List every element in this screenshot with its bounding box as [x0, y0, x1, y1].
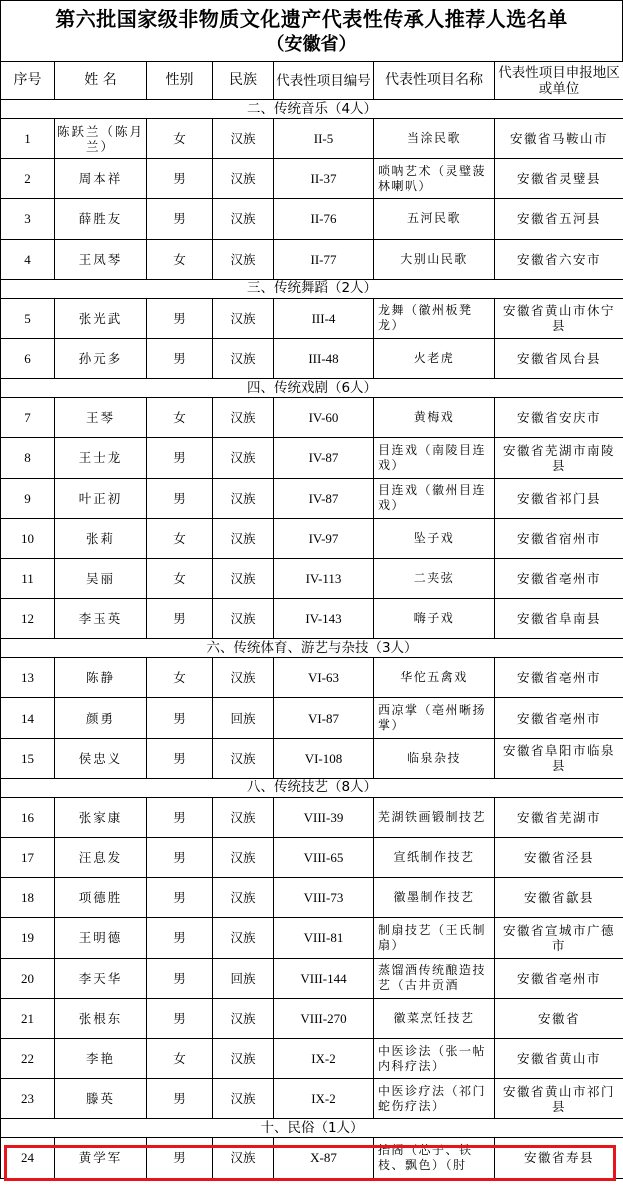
cell-project: 中医诊法（张一帖内科疗法）	[374, 1038, 495, 1078]
cell-ethnicity: 回族	[213, 698, 274, 738]
cell-seq: 17	[1, 838, 55, 878]
cell-code: IX-2	[274, 1079, 374, 1119]
cell-name: 陈跃兰（陈月兰）	[55, 119, 147, 159]
table-row	[1, 298, 623, 338]
cell-project: 目连戏（南陵目连戏）	[374, 438, 495, 478]
cell-gender: 男	[147, 599, 213, 639]
cell-project: 二夹弦	[374, 558, 495, 598]
cell-gender: 男	[147, 159, 213, 199]
cell-project: 坠子戏	[374, 518, 495, 558]
cell-project: 当涂民歌	[374, 119, 495, 159]
category-label: 十、民俗（1人）	[1, 1119, 623, 1138]
cell-region: 安徽省亳州市	[495, 558, 623, 598]
cell-code: VI-87	[274, 698, 374, 738]
cell-ethnicity: 汉族	[213, 599, 274, 639]
cell-gender: 男	[147, 738, 213, 778]
cell-region: 安徽省宿州市	[495, 518, 623, 558]
cell-code: VI-108	[274, 738, 374, 778]
cell-ethnicity: 汉族	[213, 239, 274, 279]
cell-ethnicity: 汉族	[213, 918, 274, 958]
cell-name: 项德胜	[55, 878, 147, 918]
header-project: 代表性项目名称	[374, 62, 495, 100]
cell-seq: 21	[1, 998, 55, 1038]
cell-ethnicity: 汉族	[213, 438, 274, 478]
table-row	[1, 599, 623, 639]
cell-seq: 22	[1, 1038, 55, 1078]
cell-gender: 男	[147, 1079, 213, 1119]
cell-project: 火老虎	[374, 338, 495, 378]
cell-name: 黄学军	[55, 1138, 147, 1178]
cell-gender: 男	[147, 797, 213, 837]
table-row	[1, 398, 623, 438]
cell-project: 抬阁（芯子、铁枝、飘色）（肘	[374, 1138, 495, 1178]
cell-region: 安徽省阜南县	[495, 599, 623, 639]
cell-seq: 8	[1, 438, 55, 478]
header-gender: 性别	[147, 62, 213, 100]
cell-region: 安徽省五河县	[495, 199, 623, 239]
category-row	[1, 639, 623, 658]
cell-region: 安徽省黄山市	[495, 1038, 623, 1078]
header-name: 姓 名	[55, 62, 147, 100]
cell-ethnicity: 汉族	[213, 478, 274, 518]
cell-name: 张莉	[55, 518, 147, 558]
header-seq: 序号	[1, 62, 55, 100]
cell-seq: 12	[1, 599, 55, 639]
cell-seq: 7	[1, 398, 55, 438]
cell-project: 目连戏（徽州目连戏）	[374, 478, 495, 518]
cell-name: 汪息发	[55, 838, 147, 878]
cell-seq: 18	[1, 878, 55, 918]
cell-seq: 1	[1, 119, 55, 159]
cell-ethnicity: 汉族	[213, 738, 274, 778]
cell-gender: 女	[147, 239, 213, 279]
cell-ethnicity: 汉族	[213, 658, 274, 698]
cell-seq: 15	[1, 738, 55, 778]
cell-project: 芜湖铁画锻制技艺	[374, 797, 495, 837]
cell-region: 安徽省亳州市	[495, 658, 623, 698]
category-row	[1, 100, 623, 119]
cell-code: VIII-65	[274, 838, 374, 878]
cell-name: 李玉英	[55, 599, 147, 639]
cell-ethnicity: 汉族	[213, 159, 274, 199]
cell-project: 大别山民歌	[374, 239, 495, 279]
cell-name: 张光武	[55, 298, 147, 338]
cell-ethnicity: 汉族	[213, 338, 274, 378]
cell-project: 华佗五禽戏	[374, 658, 495, 698]
cell-region: 安徽省六安市	[495, 239, 623, 279]
header-code: 代表性项目编号	[274, 62, 374, 100]
cell-project: 龙舞（徽州板凳龙）	[374, 298, 495, 338]
cell-name: 王士龙	[55, 438, 147, 478]
category-row	[1, 1119, 623, 1138]
cell-region: 安徽省歙县	[495, 878, 623, 918]
cell-gender: 男	[147, 438, 213, 478]
cell-region: 安徽省黄山市休宁县	[495, 298, 623, 338]
category-label: 四、传统戏剧（6人）	[1, 379, 623, 398]
table-row	[1, 1038, 623, 1078]
cell-name: 薛胜友	[55, 199, 147, 239]
cell-gender: 男	[147, 918, 213, 958]
cell-seq: 19	[1, 918, 55, 958]
table-row	[1, 478, 623, 518]
table-row	[1, 1079, 623, 1119]
cell-name: 张家康	[55, 797, 147, 837]
cell-code: X-87	[274, 1138, 374, 1178]
category-row	[1, 279, 623, 298]
cell-code: VIII-73	[274, 878, 374, 918]
table-row	[1, 159, 623, 199]
cell-ethnicity: 汉族	[213, 119, 274, 159]
cell-gender: 男	[147, 838, 213, 878]
cell-seq: 23	[1, 1079, 55, 1119]
cell-code: IV-87	[274, 438, 374, 478]
category-label: 二、传统音乐（4人）	[1, 100, 623, 119]
category-label: 八、传统技艺（8人）	[1, 778, 623, 797]
cell-gender: 女	[147, 398, 213, 438]
cell-region: 安徽省祁门县	[495, 478, 623, 518]
cell-name: 滕英	[55, 1079, 147, 1119]
category-label: 三、传统舞蹈（2人）	[1, 279, 623, 298]
cell-ethnicity: 汉族	[213, 558, 274, 598]
cell-project: 西凉掌（亳州晰扬掌）	[374, 698, 495, 738]
cell-region: 安徽省亳州市	[495, 698, 623, 738]
cell-name: 李艳	[55, 1038, 147, 1078]
table-row	[1, 199, 623, 239]
cell-ethnicity: 汉族	[213, 1138, 274, 1178]
cell-name: 孙元多	[55, 338, 147, 378]
cell-region: 安徽省亳州市	[495, 958, 623, 998]
cell-region: 安徽省马鞍山市	[495, 119, 623, 159]
cell-project: 黄梅戏	[374, 398, 495, 438]
cell-project: 蒸馏酒传统酿造技艺（古井贡酒	[374, 958, 495, 998]
cell-code: IX-2	[274, 1038, 374, 1078]
table-row	[1, 338, 623, 378]
cell-project: 徽菜烹饪技艺	[374, 998, 495, 1038]
cell-seq: 4	[1, 239, 55, 279]
cell-region: 安徽省宣城市广德市	[495, 918, 623, 958]
table-row	[1, 119, 623, 159]
table-row	[1, 658, 623, 698]
cell-gender: 男	[147, 478, 213, 518]
cell-code: VIII-81	[274, 918, 374, 958]
cell-region: 安徽省安庆市	[495, 398, 623, 438]
cell-region: 安徽省灵璧县	[495, 159, 623, 199]
table-row	[1, 1138, 623, 1178]
document-title: 第六批国家级非物质文化遗产代表性传承人推荐人选名单	[55, 7, 568, 31]
cell-project: 五河民歌	[374, 199, 495, 239]
cell-code: IV-113	[274, 558, 374, 598]
cell-code: IV-60	[274, 398, 374, 438]
cell-project: 中医诊疗法（祁门蛇伤疗法）	[374, 1079, 495, 1119]
cell-name: 颜勇	[55, 698, 147, 738]
cell-name: 王凤琴	[55, 239, 147, 279]
category-row	[1, 379, 623, 398]
cell-ethnicity: 汉族	[213, 518, 274, 558]
table-row	[1, 239, 623, 279]
cell-ethnicity: 汉族	[213, 1079, 274, 1119]
cell-gender: 男	[147, 338, 213, 378]
table-body	[1, 100, 623, 1179]
cell-seq: 9	[1, 478, 55, 518]
cell-project: 嗨子戏	[374, 599, 495, 639]
cell-seq: 20	[1, 958, 55, 998]
cell-gender: 男	[147, 1138, 213, 1178]
cell-project: 宣纸制作技艺	[374, 838, 495, 878]
cell-region: 安徽省芜湖市南陵县	[495, 438, 623, 478]
cell-ethnicity: 汉族	[213, 838, 274, 878]
cell-name: 叶正初	[55, 478, 147, 518]
cell-region: 安徽省寿县	[495, 1138, 623, 1178]
cell-gender: 男	[147, 878, 213, 918]
cell-name: 李天华	[55, 958, 147, 998]
cell-seq: 5	[1, 298, 55, 338]
cell-seq: 3	[1, 199, 55, 239]
cell-name: 王琴	[55, 398, 147, 438]
inheritors-table	[0, 61, 623, 1179]
cell-gender: 女	[147, 658, 213, 698]
table-row	[1, 998, 623, 1038]
cell-seq: 10	[1, 518, 55, 558]
cell-project: 制扇技艺（王氏制扇）	[374, 918, 495, 958]
cell-seq: 24	[1, 1138, 55, 1178]
cell-code: IV-97	[274, 518, 374, 558]
cell-ethnicity: 汉族	[213, 998, 274, 1038]
cell-code: VI-63	[274, 658, 374, 698]
table-row	[1, 558, 623, 598]
cell-ethnicity: 汉族	[213, 797, 274, 837]
cell-code: VIII-39	[274, 797, 374, 837]
cell-region: 安徽省	[495, 998, 623, 1038]
cell-project: 唢呐艺术（灵璧菠林喇叭）	[374, 159, 495, 199]
cell-seq: 13	[1, 658, 55, 698]
table-row	[1, 698, 623, 738]
category-label: 六、传统体育、游艺与杂技（3人）	[1, 639, 623, 658]
table-row	[1, 918, 623, 958]
cell-code: II-5	[274, 119, 374, 159]
cell-gender: 男	[147, 199, 213, 239]
cell-name: 周本祥	[55, 159, 147, 199]
cell-name: 吴丽	[55, 558, 147, 598]
cell-gender: 男	[147, 958, 213, 998]
cell-ethnicity: 汉族	[213, 298, 274, 338]
cell-ethnicity: 汉族	[213, 199, 274, 239]
table-row	[1, 738, 623, 778]
cell-seq: 2	[1, 159, 55, 199]
table-header-row	[1, 62, 623, 100]
cell-project: 徽墨制作技艺	[374, 878, 495, 918]
cell-gender: 男	[147, 698, 213, 738]
table-row	[1, 838, 623, 878]
cell-gender: 女	[147, 518, 213, 558]
table-row	[1, 958, 623, 998]
cell-region: 安徽省阜阳市临泉县	[495, 738, 623, 778]
category-row	[1, 778, 623, 797]
cell-code: IV-87	[274, 478, 374, 518]
cell-project: 临泉杂技	[374, 738, 495, 778]
cell-gender: 男	[147, 998, 213, 1038]
table-row	[1, 518, 623, 558]
cell-region: 安徽省泾县	[495, 838, 623, 878]
cell-code: IV-143	[274, 599, 374, 639]
cell-code: II-77	[274, 239, 374, 279]
cell-region: 安徽省黄山市祁门县	[495, 1079, 623, 1119]
cell-ethnicity: 汉族	[213, 1038, 274, 1078]
cell-name: 侯忠义	[55, 738, 147, 778]
cell-code: II-37	[274, 159, 374, 199]
document-title-block	[0, 0, 623, 61]
table-row	[1, 438, 623, 478]
cell-name: 王明德	[55, 918, 147, 958]
cell-gender: 女	[147, 119, 213, 159]
cell-gender: 女	[147, 558, 213, 598]
header-region: 代表性项目申报地区或单位	[495, 62, 623, 100]
cell-ethnicity: 回族	[213, 958, 274, 998]
cell-region: 安徽省凤台县	[495, 338, 623, 378]
cell-code: VIII-270	[274, 998, 374, 1038]
header-ethnicity: 民族	[213, 62, 274, 100]
cell-code: III-4	[274, 298, 374, 338]
cell-gender: 男	[147, 298, 213, 338]
cell-ethnicity: 汉族	[213, 398, 274, 438]
cell-name: 陈静	[55, 658, 147, 698]
cell-seq: 11	[1, 558, 55, 598]
cell-name: 张根东	[55, 998, 147, 1038]
document-subtitle: （安徽省）	[266, 34, 357, 55]
cell-code: II-76	[274, 199, 374, 239]
table-row	[1, 797, 623, 837]
cell-seq: 16	[1, 797, 55, 837]
cell-seq: 6	[1, 338, 55, 378]
cell-seq: 14	[1, 698, 55, 738]
cell-ethnicity: 汉族	[213, 878, 274, 918]
cell-code: III-48	[274, 338, 374, 378]
cell-code: VIII-144	[274, 958, 374, 998]
table-row	[1, 878, 623, 918]
cell-gender: 女	[147, 1038, 213, 1078]
cell-region: 安徽省芜湖市	[495, 797, 623, 837]
